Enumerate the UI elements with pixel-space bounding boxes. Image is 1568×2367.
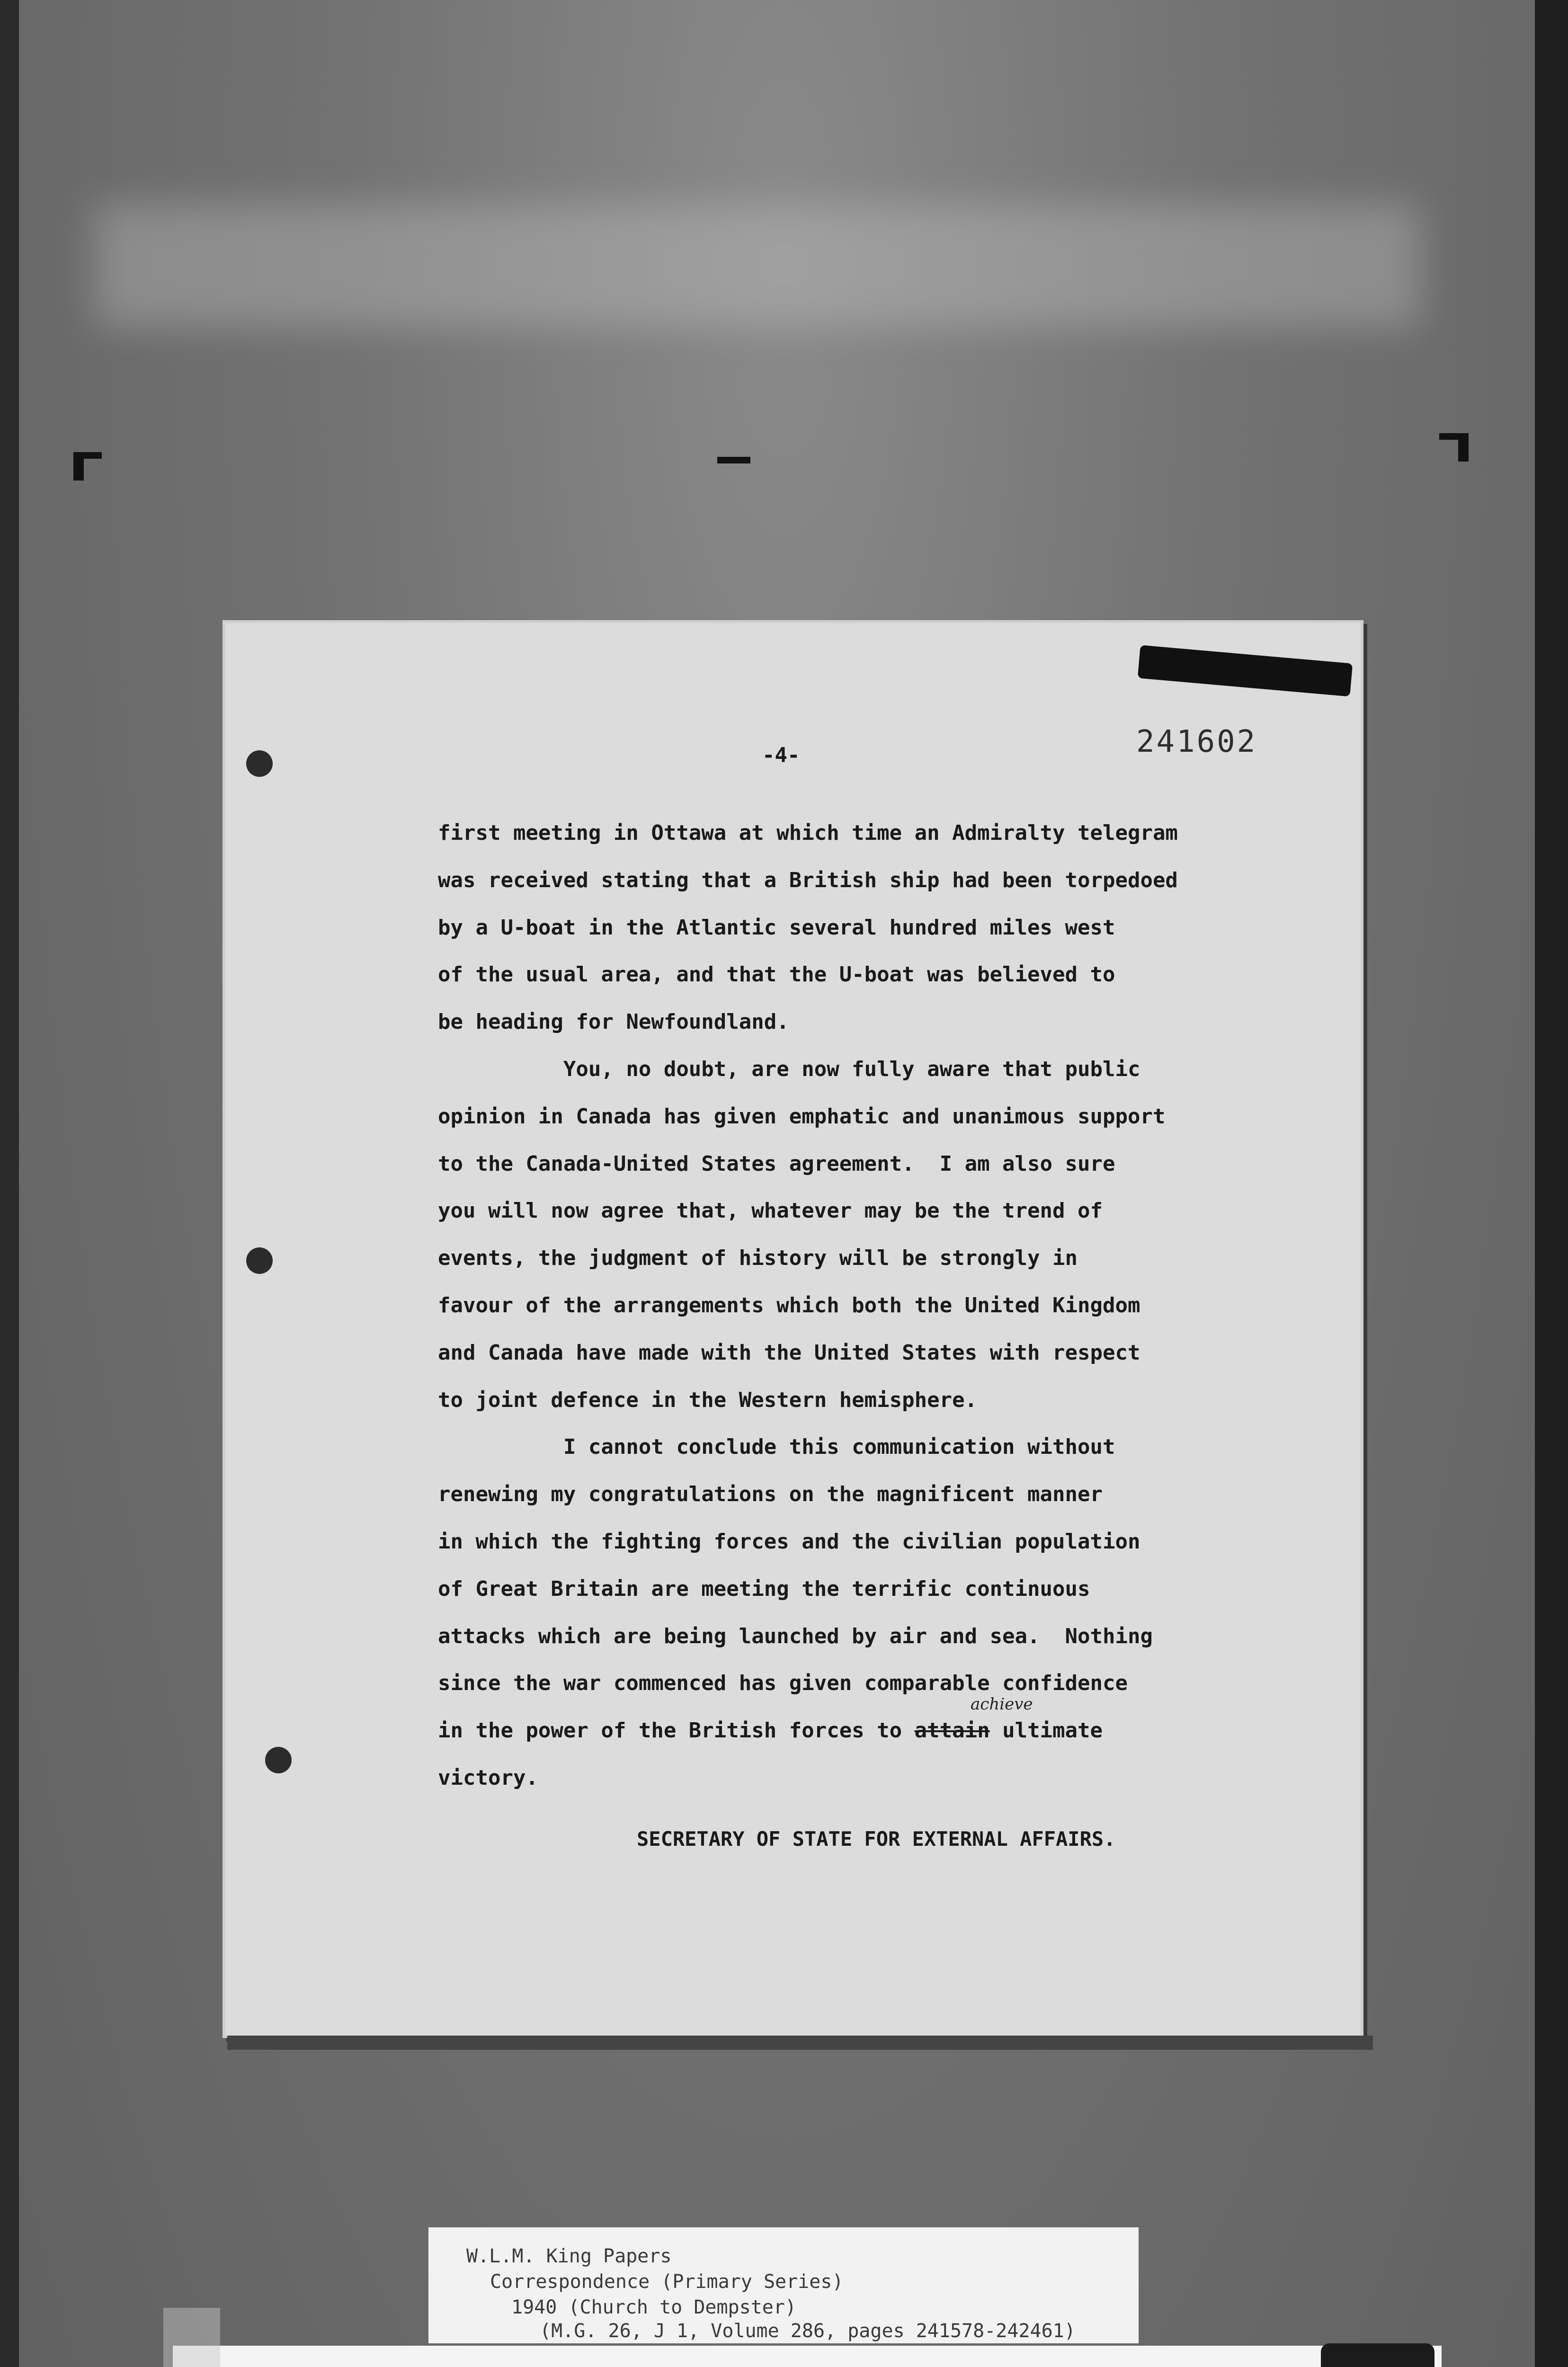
punch-hole-bottom [265,1747,292,1773]
body-line: and Canada have made with the United States with respect [438,1340,1140,1365]
light-haze [95,204,1420,327]
body-line: renewing my congratulations on the magnificent manner [438,1482,1103,1507]
body-line: You, no doubt, are now fully aware that public [438,1057,1140,1081]
corner-mark-top-right-bar [1439,433,1468,440]
handwritten-insertion: achieve [971,1695,1033,1714]
body-line: attacks which are being launched by air and sea. Nothing [438,1624,1153,1648]
reference-line: 1940 (Church to Dempster) [511,2296,797,2318]
letter-body [438,810,1271,1802]
body-line-end: ultimate [989,1718,1103,1743]
body-line: of the usual area, and that the U-boat was believed to [438,962,1115,987]
folio-stamp-number: 241602 [1136,724,1257,759]
reference-line: Correspondence (Primary Series) [490,2271,844,2293]
body-line: of Great Britain are meeting the terrific continuous [438,1576,1090,1601]
body-line: events, the judgment of history will be strongly in [438,1246,1078,1271]
tape-strip [163,2308,220,2367]
archives-emblem-icon [1321,2343,1434,2367]
body-line: since the war commenced has given comparable confidence [438,1671,1128,1696]
body-line: opinion in Canada has given emphatic and unanimous support [438,1104,1166,1129]
body-line: I cannot conclude this communication without [438,1435,1115,1459]
page-shadow [227,2036,1373,2050]
body-line-final: victory. [438,1765,538,1790]
film-edge-left [0,0,19,2367]
corner-mark-top-left-bar [73,452,102,459]
body-line: you will now agree that, whatever may be the trend of [438,1199,1103,1223]
punch-hole-middle [246,1247,273,1274]
body-line: favour of the arrangements which both the United Kingdom [438,1293,1140,1317]
body-line-with-correction [438,1707,1271,1754]
body-line: to the Canada-United States agreement. I am also sure [438,1151,1115,1176]
body-line: in which the fighting forces and the civilian population [438,1529,1140,1554]
signature-block: SECRETARY OF STATE FOR EXTERNAL AFFAIRS. [637,1827,1116,1851]
archives-label [173,2346,1442,2367]
body-line: was received stating that a British ship had been torpedoed [438,868,1178,892]
body-line: first meeting in Ottawa at which time an Admiralty telegram [438,821,1178,845]
reference-line: (M.G. 26, J 1, Volume 286, pages 241578-242461) [540,2320,1076,2342]
film-edge-right [1535,0,1568,2367]
body-line-start: in the power of the British forces to [438,1718,915,1743]
body-line: be heading for Newfoundland. [438,1010,789,1034]
center-tick-mark [717,457,750,463]
struck-word: attain [914,1718,990,1743]
page-number: -4- [762,743,800,767]
reference-line: W.L.M. King Papers [466,2245,672,2267]
body-line: to joint defence in the Western hemisphere. [438,1388,978,1412]
punch-hole-top [246,750,273,777]
body-line: by a U-boat in the Atlantic several hundred miles west [438,915,1115,940]
reference-label [428,2227,1139,2343]
